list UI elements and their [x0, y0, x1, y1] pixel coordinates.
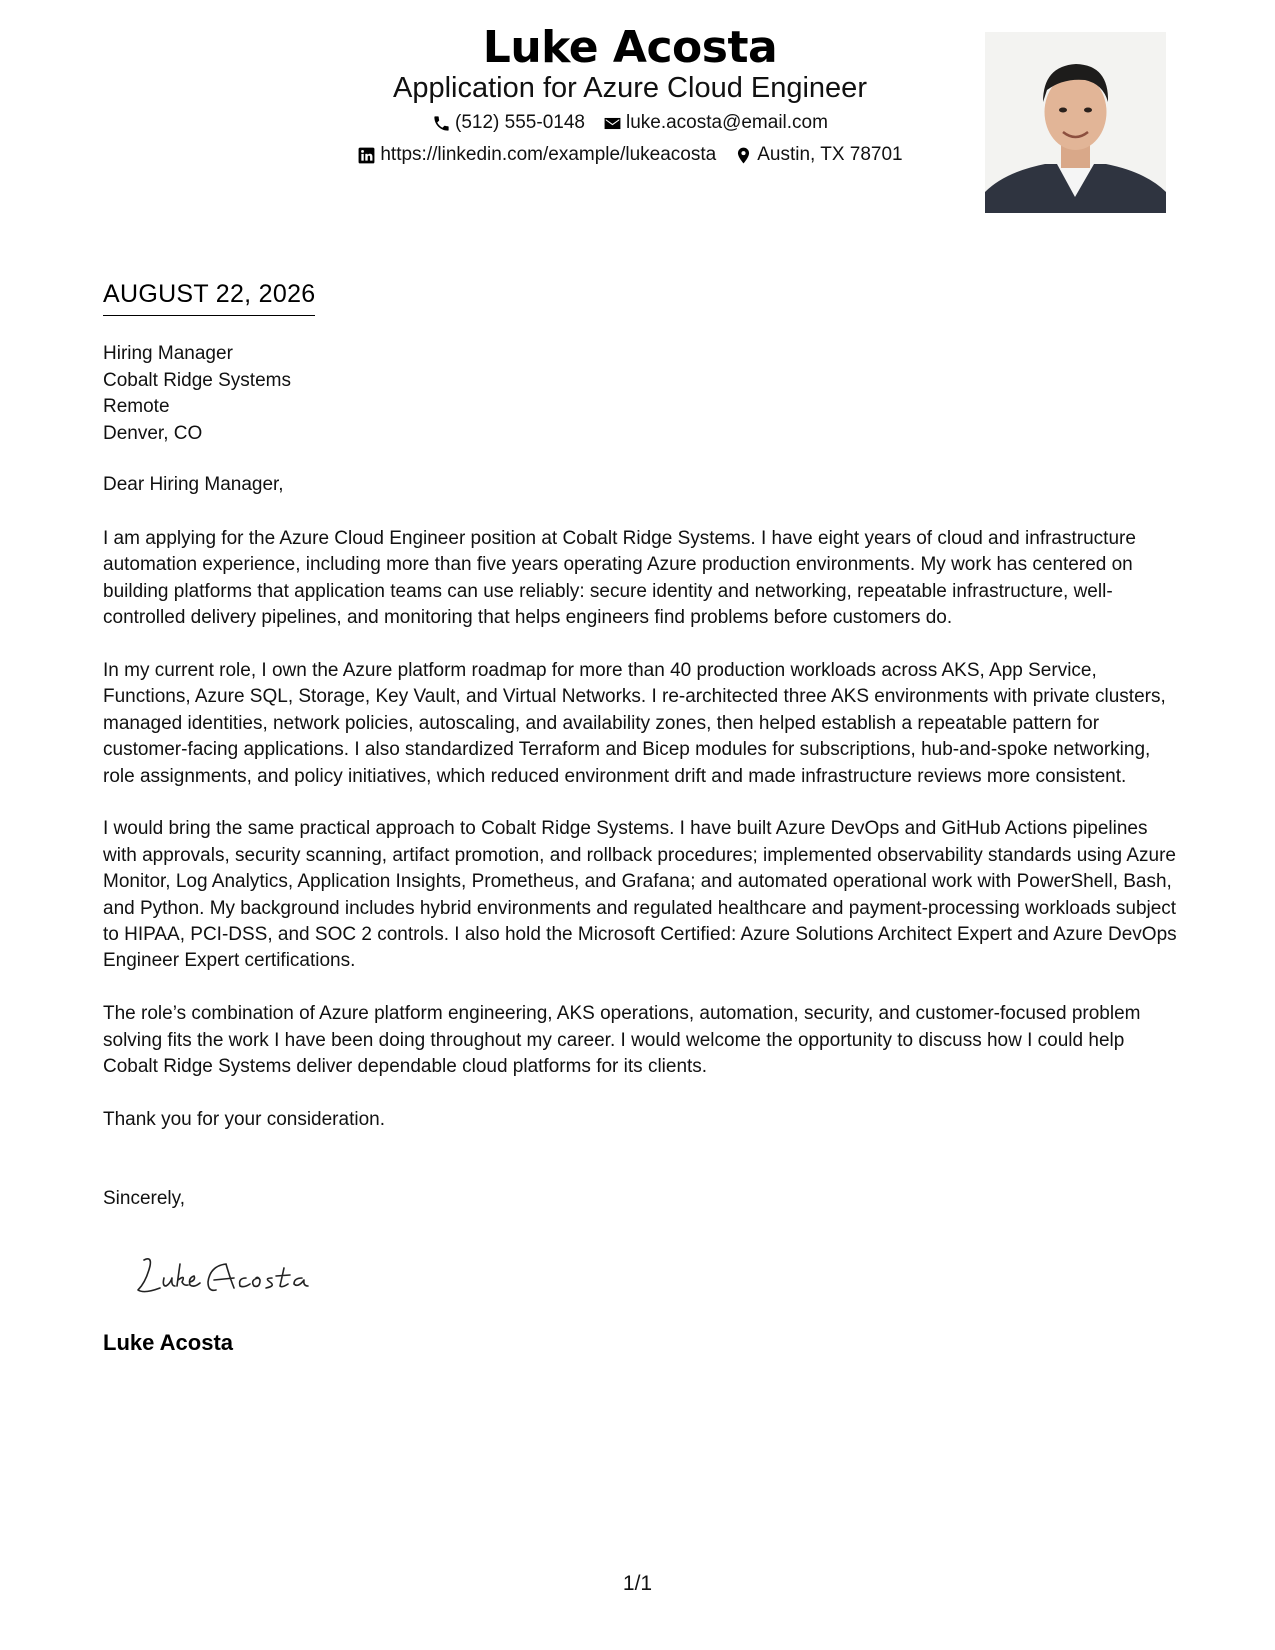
contact-phone — [432, 112, 585, 134]
handwritten-signature — [130, 1242, 350, 1302]
linkedin-url: https://linkedin.com/example/lukeacosta — [380, 144, 717, 165]
recipient-block — [103, 341, 291, 447]
body-paragraph: Thank you for your consideration. — [103, 1108, 385, 1130]
salutation: Dear Hiring Manager, — [103, 474, 284, 495]
contact-location — [734, 144, 902, 166]
body-paragraph: I am applying for the Azure Cloud Engineer position at Cobalt Ridge Systems. I have eight years of cloud and infrastructure automation experience, including more than five years operating Azure production environments. My work has centered on building platforms that application teams can use reliably: secure identity and networking, repeatable infrastructure, well-controlled delivery pipelines, and monitoring that helps engineers find problems before customers do. — [103, 528, 1136, 629]
map-pin-icon — [734, 146, 753, 165]
body-paragraph: The role’s combination of Azure platform engineering, AKS operations, automation, security, and customer-focused problem solving fits the work I have been doing throughout my career. I would welcome the opportunity to discuss how I could help Cobalt Ridge Systems deliver dependable cloud platforms for its clients. — [103, 1003, 1141, 1078]
recipient-city: Denver, CO — [103, 422, 203, 444]
body-paragraph: In my current role, I own the Azure platform roadmap for more than 40 production workloads across AKS, App Service, Functions, Azure SQL, Storage, Key Vault, and Virtual Networks. I re-architected three AKS environments with private clusters, managed identities, network policies, autoscaling, and availability zones, then helped establish a repeatable pattern for customer-facing applications. I also standardized Terraform and Bicep modules for subscriptions, hub-and-spoke networking, role assignments, and policy initiatives, which reduced environment drift and made infrastructure reviews more consistent. — [103, 660, 1166, 787]
location-text: Austin, TX 78701 — [757, 144, 903, 165]
letter-header — [0, 0, 1275, 230]
profile-photo — [985, 32, 1166, 213]
application-subtitle: Application for Azure Cloud Engineer — [393, 72, 867, 104]
letter-body — [103, 526, 1178, 1160]
letter-date: AUGUST 22, 2026 — [103, 280, 315, 316]
closing: Sincerely, — [103, 1188, 186, 1209]
recipient-work-mode: Remote — [103, 396, 170, 417]
applicant-name: Luke Acosta — [482, 22, 778, 73]
page-number: 1/1 — [622, 1572, 653, 1595]
contact-email — [603, 112, 828, 134]
envelope-icon — [603, 114, 622, 133]
linkedin-icon — [357, 146, 376, 165]
email-address: luke.acosta@email.com — [625, 112, 828, 133]
recipient-company: Cobalt Ridge Systems — [103, 369, 291, 391]
signer-name: Luke Acosta — [103, 1330, 234, 1355]
phone-icon — [432, 114, 451, 133]
body-paragraph: I would bring the same practical approach to Cobalt Ridge Systems. I have built Azure DevOps and GitHub Actions pipelines with approvals, security scanning, artifact promotion, and rollback procedures; implemented observability standards using Azure Monitor, Log Analytics, Application Insights, Prometheus, and Grafana; and automated operational work with PowerShell, Bash, and Python. My background includes hybrid environments and regulated healthcare and payment-processing workloads subject to HIPAA, PCI-DSS, and SOC 2 controls. I also hold the Microsoft Certified: Azure Solutions Architect Expert and Azure DevOps Engineer Expert certifications. — [103, 818, 1177, 972]
phone-number: (512) 555-0148 — [455, 112, 585, 133]
contact-linkedin — [357, 144, 716, 166]
recipient-title: Hiring Manager — [103, 343, 233, 364]
